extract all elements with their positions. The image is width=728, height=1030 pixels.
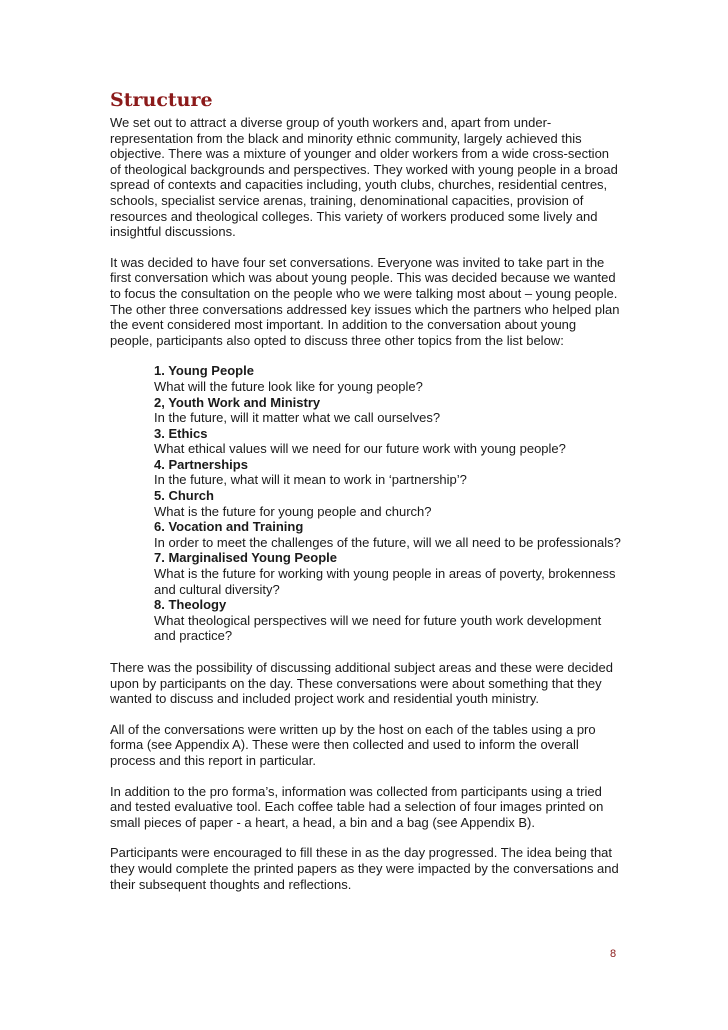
topic-question: In order to meet the challenges of the future, will we all need to be professionals? — [154, 534, 621, 550]
topic-title: 7. Marginalised Young People — [154, 550, 338, 566]
topic-question: What is the future for working with young people in areas of poverty, brokenness and cultural diversity? — [154, 566, 616, 597]
closing-paragraph-1: There was the possibility of discussing additional subject areas and these were decided upon by participants on the day. These conversations were about something that they wanted to discuss and included project work and residential youth ministry. — [110, 660, 613, 707]
topic-item — [154, 488, 622, 519]
topic-title: 2, Youth Work and Ministry — [154, 394, 321, 410]
topic-item — [154, 519, 622, 550]
document-page — [110, 88, 622, 907]
topic-title: 4. Partnerships — [154, 456, 248, 472]
topic-title: 6. Vocation and Training — [154, 519, 304, 535]
topic-title: 8. Theology — [154, 597, 227, 613]
page-number: 8 — [610, 948, 617, 960]
topic-question: In the future, what will it mean to work in ‘partnership’? — [154, 472, 467, 488]
topic-question: What is the future for young people and church? — [154, 503, 432, 519]
topic-item — [154, 426, 622, 457]
closing-paragraph-4: Participants were encouraged to fill these in as the day progressed. The idea being that they would complete the printed papers as they were impacted by the conversations and their subsequent thoughts and reflections. — [110, 845, 619, 892]
topic-question: In the future, will it matter what we call ourselves? — [154, 410, 441, 426]
topic-item — [154, 597, 622, 644]
closing-paragraph-3: In addition to the pro forma’s, information was collected from participants using a tried and tested evaluative tool. Each coffee table had a selection of four images printed on small pieces of paper - a heart, a head, a bin and a bag (see Appendix B). — [110, 783, 604, 830]
topic-question: What theological perspectives will we need for future youth work development and practice? — [154, 612, 602, 644]
topic-item — [154, 457, 622, 488]
topic-title: 1. Young People — [154, 363, 254, 379]
topic-item — [154, 395, 622, 426]
section-heading: Structure — [110, 89, 213, 111]
intro-paragraph-1: We set out to attract a diverse group of youth workers and, apart from under-representation from the black and minority ethnic community, largely achieved this objective. There was a mixture of younger and older workers from a wide cross-section of theological backgrounds and perspectives. They worked with young people in a broad spread of contexts and capacities including, youth clubs, churches, residential centres, schools, specialist service arenas, training, denominational capacities, provision of resources and theological colleges. This variety of workers produced some lively and insightful discussions. — [110, 115, 618, 240]
topic-item — [154, 550, 622, 597]
topic-item — [154, 363, 622, 394]
topic-list — [154, 363, 622, 644]
topic-question: What will the future look like for young people? — [154, 378, 423, 394]
topic-question: What ethical values will we need for our future work with young people? — [154, 441, 566, 457]
closing-paragraph-2: All of the conversations were written up by the host on each of the tables using a pro forma (see Appendix A). These were then collected and used to inform the overall process and this report in particular. — [110, 721, 596, 768]
topic-title: 3. Ethics — [154, 425, 208, 441]
intro-paragraph-2: It was decided to have four set conversations. Everyone was invited to take part in the first conversation which was about young people. This was decided because we wanted to focus the consultation on the people who we were talking most about – young people. The other three conversations addressed key issues which the partners who helped plan the event considered most important. In addition to the conversation about young people, participants also opted to discuss three other topics from the list below: — [110, 254, 620, 348]
topic-title: 5. Church — [154, 488, 214, 504]
